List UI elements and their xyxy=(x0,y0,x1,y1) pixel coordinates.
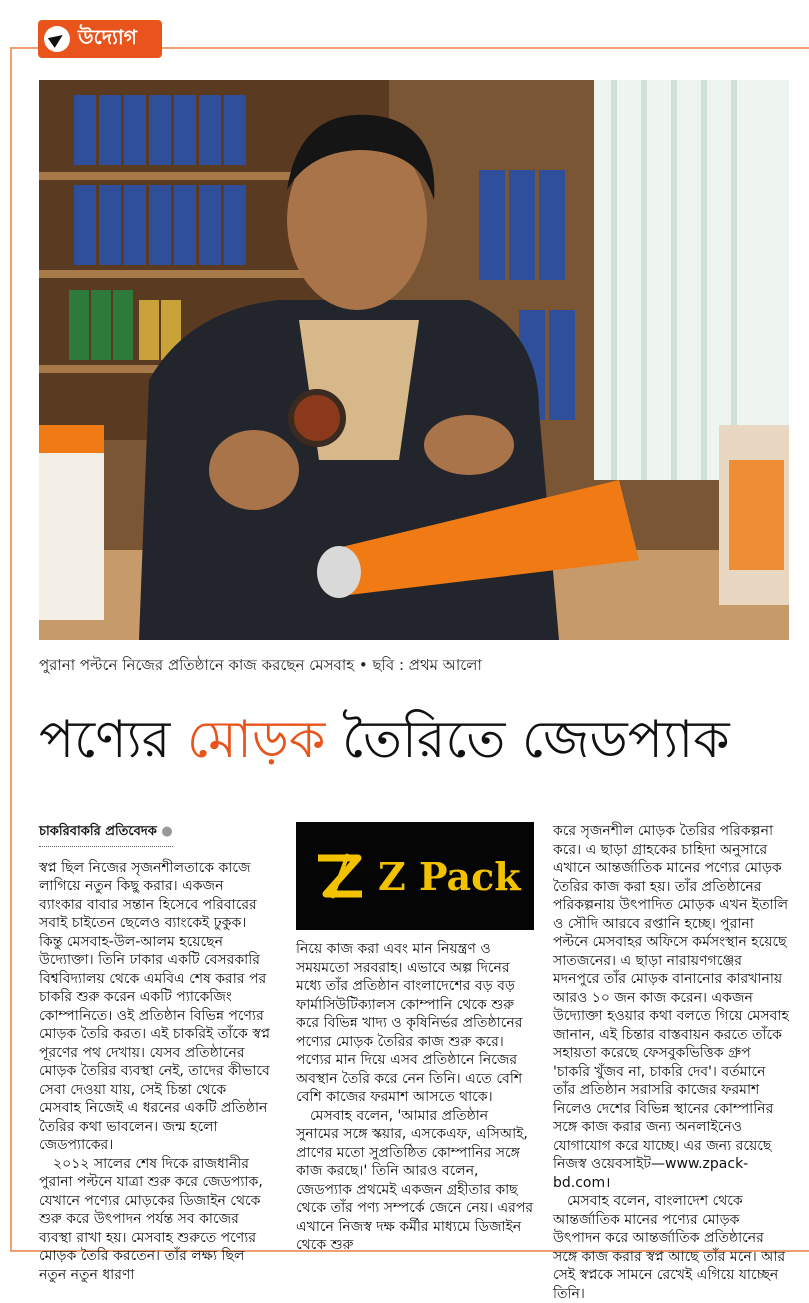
logo-text: Z Pack xyxy=(378,853,521,899)
zpack-logo xyxy=(296,822,534,930)
paragraph: ২০১২ সালের শেষ দিকে রাজধানীর পুরানা পল্টনে যাত্রা শুরু করে জেডপ্যাক, যেখানে পণ্যের মোড়কের ডিজাইন থেকে শুরু করে উৎপাদন পর্যন্ত সব কাজের ব্যবস্থা রাখা হয়। মেসবাহ শুরুতে পণ্যের মোড়ক তৈরি করতেন। তাঁর লক্ষ্য ছিল নতুন নতুন ধারণা xyxy=(39,1155,263,1283)
headline xyxy=(39,700,789,780)
headline-part2: তৈরিতে জেডপ্যাক xyxy=(325,710,730,770)
article-column-1 xyxy=(39,822,271,1284)
frame-left-border xyxy=(10,47,12,1252)
paragraph: মেসবাহ বলেন, 'আমার প্রতিষ্ঠান সুনামের সঙ্গে স্কয়ার, এসকেএফ, এসিআই, প্রাণের মতো সুপ্রতিষ্ঠিত কোম্পানির সঙ্গে কাজ করছে।' তিনি আরও বলেন, জেডপ্যাক প্রথমেই একজন গ্রহীতার কাছ থেকে তাঁর পণ্য সম্পর্কে জেনে নেয়। এরপর এখানে নিজস্ব দক্ষ কর্মীর মাধ্যমে ডিজাইন থেকে শুরু xyxy=(296,1107,534,1253)
arrow-logo-icon xyxy=(44,26,70,52)
byline-text: চাকরিবাকরি প্রতিবেদক xyxy=(39,824,157,839)
article-column-2 xyxy=(296,940,534,1255)
paragraph: মেসবাহ বলেন, বাংলাদেশ থেকে আন্তর্জাতিক মানের পণ্যের মোড়ক উৎপাদন করে আন্তর্জাতিক প্রতিষ্ঠানের সঙ্গে কাজ করার স্বপ্ন আছে তাঁর মনে। আর সেই স্বপ্নকে সামনে রেখেই এগিয়ে যাচ্ছেন তিনি। xyxy=(553,1193,786,1302)
zpack-mark-icon xyxy=(312,848,368,904)
headline-accent: মোড়ক xyxy=(186,710,326,770)
section-label: উদ্যোগ xyxy=(78,24,137,49)
headline-part1: পণ্যের xyxy=(39,710,187,770)
paragraph: করে সৃজনশীল মোড়ক তৈরির পরিকল্পনা করে। এ ছাড়া গ্রাহকের চাহিদা অনুসারে এখানে আন্তর্জাতিক মানের পণ্যের মোড়ক তৈরির কাজ করা হয়। তাঁর প্রতিষ্ঠানের পরিকল্পনায় উৎপাদিত মোড়ক এখন ইতালি ও সৌদি আরবে রপ্তানি হচ্ছে। পুরানা পল্টনে মেসবাহর অফিসে কর্মসংস্থান হয়েছে সাতজনের। এ ছাড়া নারায়ণগঞ্জের মদনপুরে তাঁর মোড়ক বানানোর কারখানায় আরও ১০ জন কাজ করেন। একজন উদ্যোক্তা হওয়ার কথা বলতে গিয়ে মেসবাহ জানান, এই চিন্তার বাস্তবায়ন করতে তাঁকে সহায়তা করেছে ফেসবুকভিত্তিক গ্রুপ 'চাকরি খুঁজব না, চাকরি দেব'। বর্তমানে তাঁর প্রতিষ্ঠান সরাসরি কাজের ফরমাশ নিলেও দেশের বিভিন্ন স্থানের কোম্পানির সঙ্গে কাজ করার জন্য অনলাইনেও যোগাযোগ করে যাচ্ছে। এর জন্য রয়েছে নিজস্ব ওয়েবসাইট—www.zpack-bd.com। xyxy=(553,823,789,1191)
main-photo xyxy=(39,80,789,640)
byline: চাকরিবাকরি প্রতিবেদক ● xyxy=(39,823,173,847)
photo-caption: পুরানা পল্টনে নিজের প্রতিষ্ঠানে কাজ করছেন মেসবাহ • ছবি : প্রথম আলো xyxy=(39,656,482,674)
photo-illustration xyxy=(39,80,789,640)
paragraph: স্বপ্ন ছিল নিজের সৃজনশীলতাকে কাজে লাগিয়ে নতুন কিছু করার। একজন ব্যাংকার বাবার সন্তান হিসেবে পরিবারের সবাই চাইতেন ছেলেও ব্যাংকেই ঢুকুক। কিন্তু মেসবাহ-উল-আলম হয়েছেন উদ্যোক্তা। তিনি ঢাকার একটি বেসরকারি বিশ্ববিদ্যালয় থেকে এমবিএ শেষ করার পর চাকরি শুরু করেন একটি প্যাকেজিং কোম্পানিতে। ওই প্রতিষ্ঠান বিভিন্ন পণ্যের মোড়ক তৈরি করত। এই চাকরিই তাঁকে স্বপ্ন পূরণের পথ দেখায়। যেসব প্রতিষ্ঠানের মোড়ক তৈরির ব্যবস্থা নেই, তাদের কীভাবে সেবা দেওয়া যায়, সেই চিন্তা থেকে মেসবাহ নিজেই এ ধরনের একটি প্রতিষ্ঠান তৈরির কথা ভাবলেন। জন্ম হলো জেডপ্যাকের। xyxy=(39,859,270,1153)
section-tag xyxy=(38,20,162,58)
paragraph: নিয়ে কাজ করা এবং মান নিয়ন্ত্রণ ও সময়মতো সরবরাহ। এভাবে অল্প দিনের মধ্যে তাঁর প্রতিষ্ঠান বাংলাদেশের বড় বড় ফার্মাসিউটিক্যালস কোম্পানি থেকে শুরু করে বিভিন্ন খাদ্য ও কৃষিনির্ভর প্রতিষ্ঠানের পণ্যের মোড়ক তৈরির কাজ শুরু করে। পণ্যের মান দিয়ে এসব প্রতিষ্ঠানে নিজের অবস্থান তৈরি করে নেন তিনি। এতে বেশি বেশি কাজের ফরমাশ আসতে থাকে। xyxy=(296,941,523,1105)
article-column-3 xyxy=(553,822,789,1303)
